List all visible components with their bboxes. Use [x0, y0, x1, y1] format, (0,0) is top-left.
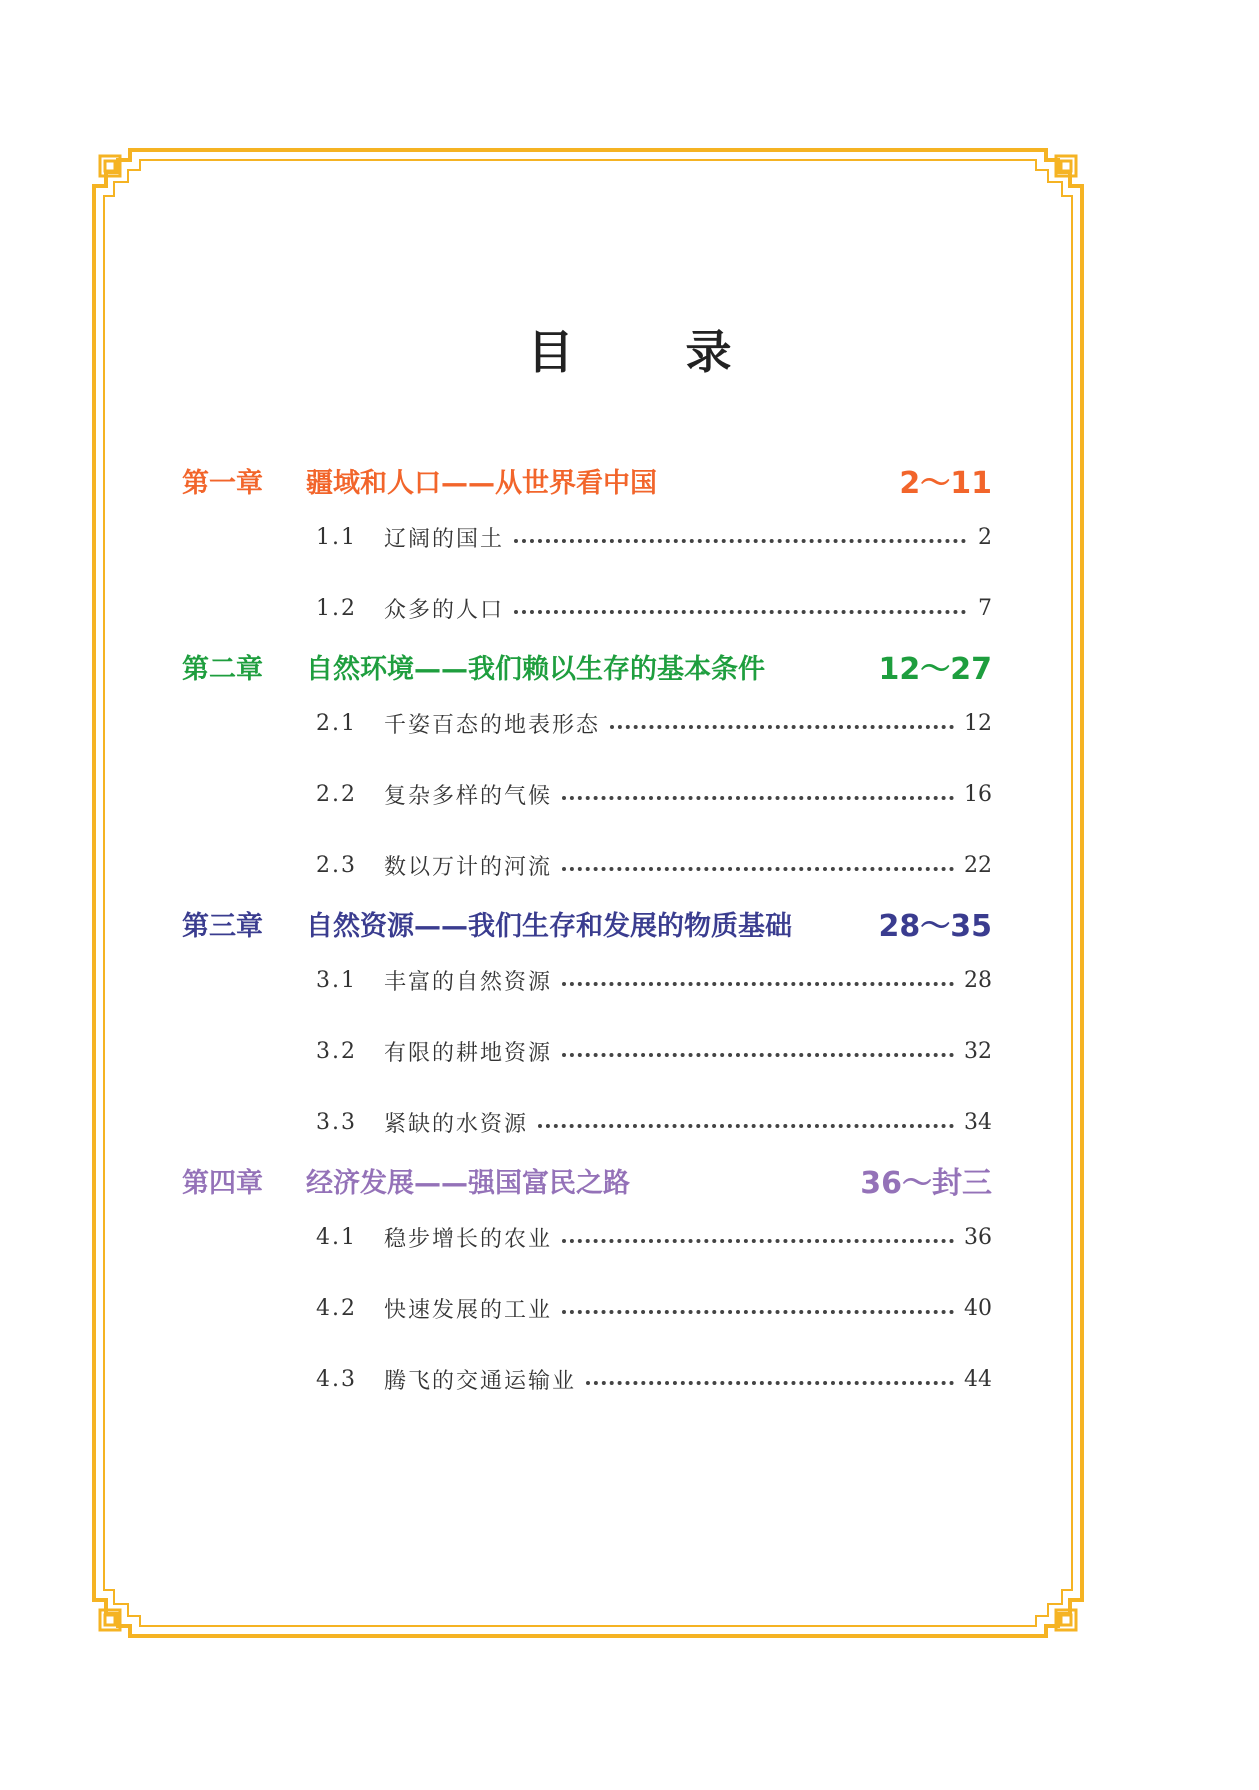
section-title: 有限的耕地资源: [384, 1041, 553, 1066]
toc-entry[interactable]: [182, 830, 992, 901]
chapter-page-range: 2～11: [899, 466, 992, 501]
leader-dots: [514, 610, 966, 614]
section-number: 3.3: [316, 1110, 357, 1135]
section-title: 众多的人口: [384, 598, 505, 623]
leader-dots: [562, 1239, 954, 1243]
section-number: 2.3: [316, 853, 357, 878]
chapter-2-heading[interactable]: [182, 644, 992, 688]
chapter-4-heading[interactable]: [182, 1158, 992, 1202]
chapter-number: 第二章: [182, 653, 263, 685]
toc-entry[interactable]: [182, 1344, 992, 1415]
leader-dots: [562, 1053, 954, 1057]
section-number: 3.2: [316, 1039, 357, 1064]
chapter-title: 自然资源——我们生存和发展的物质基础: [306, 910, 792, 942]
section-title: 数以万计的河流: [384, 855, 553, 880]
section-title: 腾飞的交通运输业: [384, 1369, 577, 1394]
toc-entry[interactable]: [182, 759, 992, 830]
chapter-number: 第一章: [182, 467, 263, 499]
chapter-page-range: 36～封三: [860, 1166, 992, 1201]
section-title: 千姿百态的地表形态: [384, 713, 601, 738]
section-title: 稳步增长的农业: [384, 1227, 553, 1252]
section-title: 紧缺的水资源: [384, 1112, 529, 1137]
toc-entry[interactable]: [182, 1202, 992, 1273]
page-number: 34: [964, 1110, 992, 1135]
chapter-page-range: 12～27: [878, 652, 992, 687]
chapter-number: 第三章: [182, 910, 263, 942]
leader-dots: [610, 725, 954, 729]
toc-entry[interactable]: [182, 688, 992, 759]
section-number: 4.1: [316, 1225, 357, 1250]
chapter-title: 自然环境——我们赖以生存的基本条件: [306, 653, 765, 685]
leader-dots: [562, 867, 954, 871]
toc-entry[interactable]: [182, 1087, 992, 1158]
section-title: 快速发展的工业: [384, 1298, 553, 1323]
leader-dots: [562, 1310, 954, 1314]
chapter-page-range: 28～35: [878, 909, 992, 944]
leader-dots: [538, 1124, 954, 1128]
chapter-title: 疆域和人口——从世界看中国: [306, 467, 657, 499]
toc-entry[interactable]: [182, 573, 992, 644]
section-number: 4.3: [316, 1367, 357, 1392]
chapter-title: 经济发展——强国富民之路: [306, 1167, 630, 1199]
page-number: 16: [964, 782, 992, 807]
toc-entry[interactable]: [182, 1016, 992, 1087]
section-number: 2.2: [316, 782, 357, 807]
page-number: 7: [978, 596, 992, 621]
toc-entry[interactable]: [182, 502, 992, 573]
section-number: 1.2: [316, 596, 357, 621]
leader-dots: [562, 796, 954, 800]
toc-entry[interactable]: [182, 1273, 992, 1344]
page-number: 40: [964, 1296, 992, 1321]
section-number: 4.2: [316, 1296, 357, 1321]
page-title: [0, 316, 1259, 382]
chapter-3-heading[interactable]: [182, 901, 992, 945]
title-char-1: 目: [527, 325, 574, 379]
section-number: 1.1: [316, 525, 357, 550]
section-title: 丰富的自然资源: [384, 970, 553, 995]
chapter-1-heading[interactable]: [182, 458, 992, 502]
page-number: 32: [964, 1039, 992, 1064]
page-number: 2: [978, 525, 992, 550]
toc-entry[interactable]: [182, 945, 992, 1016]
page-number: 22: [964, 853, 992, 878]
page-number: 12: [964, 711, 992, 736]
section-number: 2.1: [316, 711, 357, 736]
leader-dots: [562, 982, 954, 986]
leader-dots: [586, 1381, 954, 1385]
chapter-number: 第四章: [182, 1167, 263, 1199]
table-of-contents: [182, 458, 992, 1415]
page-number: 36: [964, 1225, 992, 1250]
section-title: 复杂多样的气候: [384, 784, 553, 809]
leader-dots: [514, 539, 966, 543]
section-title: 辽阔的国土: [384, 527, 505, 552]
page-number: 44: [964, 1367, 992, 1392]
section-number: 3.1: [316, 968, 357, 993]
page-number: 28: [964, 968, 992, 993]
title-char-2: 录: [685, 325, 732, 379]
